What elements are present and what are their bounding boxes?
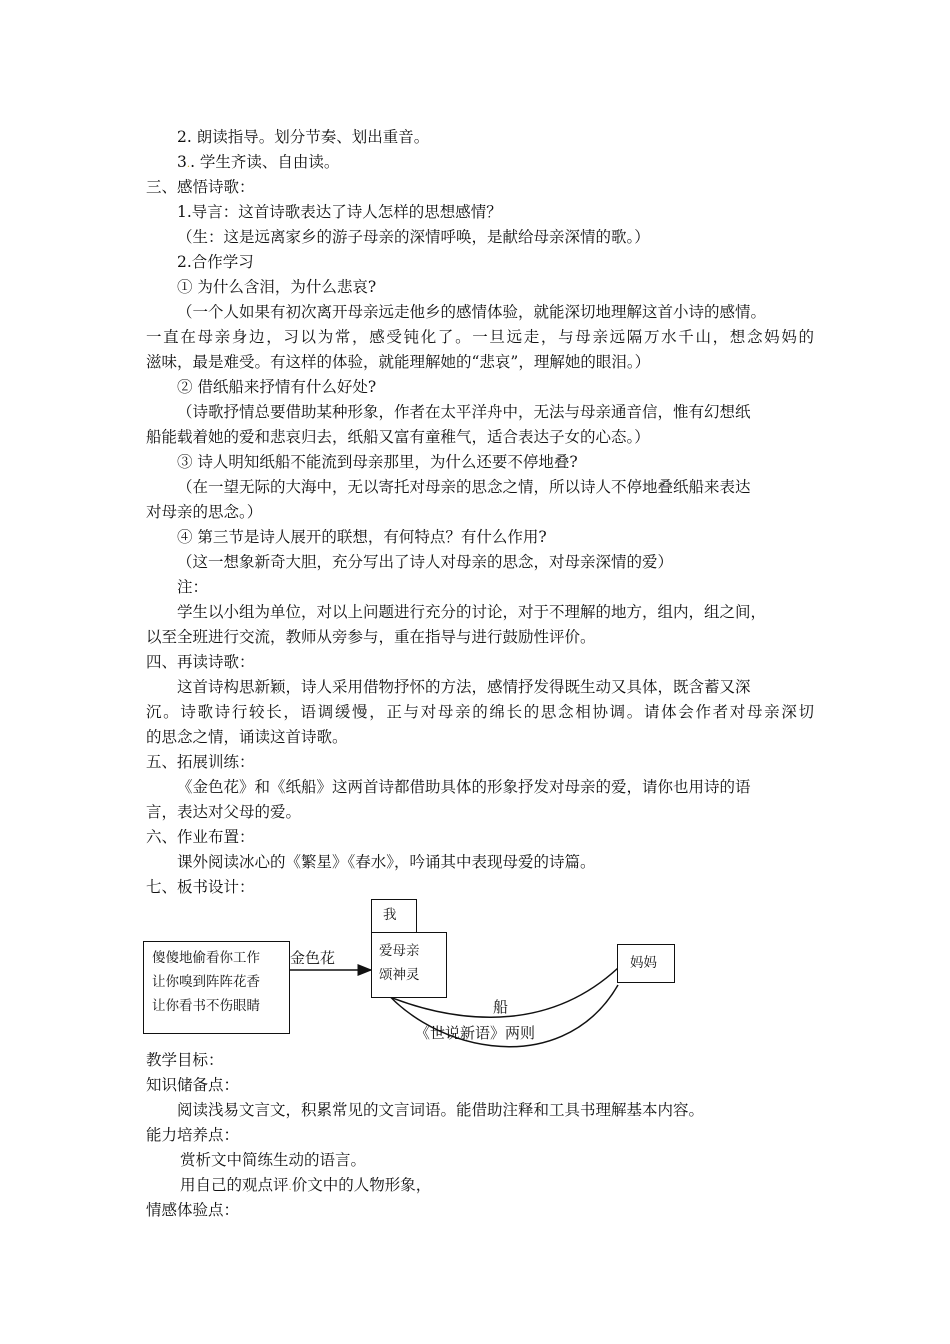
reread-line-1: 这首诗构思新颖，诗人采用借物抒怀的方法，感情抒发得既生动又具体，既含蓄又深 [177,678,751,696]
poem-line-1: 傻傻地偷看你工作 [152,950,260,966]
question-3: ③ 诗人明知纸船不能流到母亲那里，为什么还要不停地叠? [177,453,578,471]
self-box [371,899,417,933]
self-label: 我 [383,907,397,923]
answer-2-line-2: 船能载着她的爱和悲哀归去，纸船又富有童稚气，适合表达子女的心态。） [146,428,650,446]
love-mother-box [371,932,447,998]
intro-question: 1.导言：这首诗歌表达了诗人怎样的思想感情？ [177,203,502,221]
ability-content-2: 用自己的观点评.价文中的人物形象， [180,1176,432,1194]
answer-1-line-3: 滋味，最是难受。有这样的体验，就能理解她的“悲哀”，理解她的眼泪。） [146,353,651,371]
answer-3-line-2: 对母亲的思念。） [146,503,263,521]
reading-guidance: 2. 朗读指导。划分节奏、划出重音。 [177,128,430,146]
knowledge-heading: 知识储备点： [146,1076,240,1094]
praise-god-label: 颂神灵 [379,967,420,983]
student-reading: 3.. 学生齐读、自由读。 [177,153,340,171]
note-label: 注： [177,578,209,596]
extension-line-1: 《金色花》和《纸船》这两首诗都借助具体的形象抒发对母亲的爱，请你也用诗的语 [177,778,751,796]
poem-lines-box [143,941,290,1034]
reread-line-3: 的思念之情，诵读这首诗歌。 [146,728,348,746]
section-heading-5: 五、拓展训练： [146,753,255,771]
answer-1-line-1: （一个人如果有初次离开母亲远走他乡的感情体验，就能深切地理解这首小诗的感情。 [177,303,767,321]
question-1: ① 为什么含泪，为什么悲哀? [177,278,377,296]
arrow-label: 金色花 [290,949,336,967]
question-4: ④ 第三节是诗人展开的联想，有何特点？有什么作用? [177,528,547,546]
mark-dot: . [288,1182,292,1193]
section-heading-3: 三、感悟诗歌： [146,178,255,196]
answer-4: （这一想象新奇大胆，充分写出了诗人对母亲的思念，对母亲深情的爱） [177,553,674,571]
student-answer: （生：这是远离家乡的游子母亲的深情呼唤，是献给母亲深情的歌。） [177,228,650,246]
knowledge-content: 阅读浅易文言文，积累常见的文言词语。能借助注释和工具书理解基本内容。 [177,1101,705,1119]
poem-line-2: 让你嗅到阵阵花香 [152,974,260,990]
answer-1-line-2: 一直在母亲身边，习以为常，感受钝化了。一旦远走，与母亲远隔万水千山，想念妈妈的 [146,328,814,346]
mother-box [617,944,675,983]
note-line-1: 学生以小组为单位，对以上问题进行充分的讨论，对于不理解的地方，组内，组之间， [177,603,767,621]
next-lesson-title: 《世说新语》两则 [415,1024,536,1042]
teaching-goals: 教学目标： [146,1051,224,1069]
mark-dot: . [186,159,191,170]
answer-3-line-1: （在一望无际的大海中，无以寄托对母亲的思念之情，所以诗人不停地叠纸船来表达 [177,478,751,496]
section-heading-4: 四、再读诗歌： [146,653,255,671]
emotion-heading: 情感体验点： [146,1201,240,1219]
answer-2-line-1: （诗歌抒情总要借助某种形象，作者在太平洋舟中，无法与母亲通音信，惟有幻想纸 [177,403,751,421]
poem-line-3: 让你看书不伤眼睛 [152,998,260,1014]
mother-label: 妈妈 [630,955,657,971]
ability-heading: 能力培养点： [146,1126,240,1144]
cooperative-learning: 2.合作学习 [177,253,254,271]
boat-label: 船 [493,998,509,1016]
section-heading-6: 六、作业布置： [146,828,255,846]
section-heading-7: 七、板书设计： [146,878,255,896]
ability-content-1: 赏析文中简练生动的语言。 [180,1151,367,1169]
note-line-2: 以至全班进行交流，教师从旁参与，重在指导与进行鼓励性评价。 [146,628,596,646]
reread-line-2: 沉。诗歌诗行较长，语调缓慢，正与对母亲的绵长的思念相协调。请体会作者对母亲深切 [146,703,814,721]
homework: 课外阅读冰心的《繁星》《春水》，吟诵其中表现母爱的诗篇。 [177,853,596,871]
question-2: ② 借纸船来抒情有什么好处? [177,378,377,396]
love-mother-label: 爱母亲 [379,943,420,959]
extension-line-2: 言，表达对父母的爱。 [146,803,302,821]
